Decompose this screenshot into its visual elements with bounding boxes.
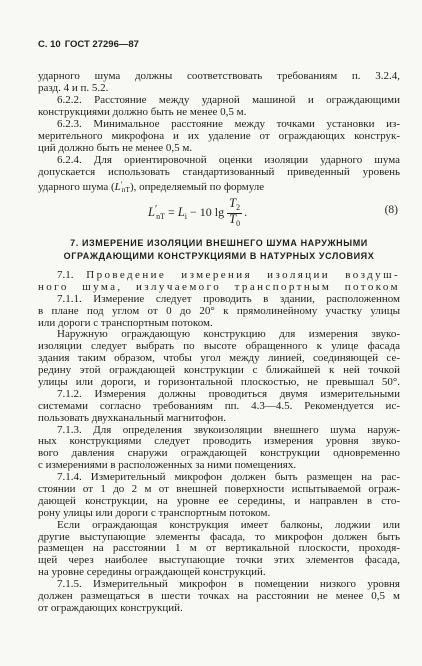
text-line: здания таким образом, чтобы угол между линией, соединяющей се- <box>38 353 400 365</box>
text-line: пользовать двухканальный магнитофон. <box>38 412 226 424</box>
section-7-text <box>38 270 400 615</box>
text-fragment: ), определяемый по формуле <box>130 181 265 193</box>
formula-end-period: . <box>244 205 248 219</box>
paragraph-6-2-3 <box>38 118 400 154</box>
formula-lhs-subscript: nT <box>156 212 166 221</box>
text-line: 7.1.4. Измерительный микрофон должен быть размещен на рас- <box>57 472 400 484</box>
text-line: дающей конструкции, на уровне ее середины, и направлен в сто- <box>38 495 400 507</box>
fraction-denominator <box>227 213 242 229</box>
text-line: на уровне середины ограждающей конструкций. <box>38 567 266 579</box>
paragraph-continuation <box>38 70 400 94</box>
text-line: мерительного микрофона и их удаление от ограждающих конструк- <box>38 130 400 142</box>
text-line <box>38 178 400 194</box>
paragraph-6-2-4 <box>38 154 400 194</box>
text-line: или дороги с транспортным потоком. <box>38 317 213 329</box>
paragraph-7-1-4-balconies <box>38 520 400 579</box>
paragraph-6-2-2 <box>38 94 400 118</box>
text-line: конструкциями должно быть не менее 0,5 м. <box>38 106 247 118</box>
formula-rhs-subscript: i <box>184 212 187 221</box>
text-line <box>38 282 400 294</box>
page-header <box>38 39 139 51</box>
text-line: Если ограждающая конструкция имеет балконы, лоджии или <box>57 519 400 531</box>
text-line: 7.1.2. Измерения должны проводиться двумя измерительными <box>57 388 400 400</box>
text-line: размещен на расстоянии 1 м от вертикальной плоскости, проходя- <box>38 543 400 555</box>
formula-lhs-symbol: L <box>148 205 155 219</box>
text-line: 6.2.4. Для ориентировочной оценки изоляции ударного шума <box>57 154 400 166</box>
text-line: с измерениями в расположенных за ними помещениях. <box>38 460 297 472</box>
paragraph-7-1-3 <box>38 425 400 473</box>
formula-minus: − <box>190 205 197 219</box>
text-line: щей через наиболее выступающие точки этих элементов фасада, <box>38 555 400 567</box>
standard-designation: ГОСТ 27296—87 <box>64 39 139 50</box>
equation-number: (8) <box>384 204 398 216</box>
text-line: 6.2.2. Расстояние между ударной машиной и ограждающими <box>57 94 400 106</box>
formula-lhs-prime: ′ <box>154 204 158 215</box>
numerator-subscript: 2 <box>236 202 241 212</box>
text-line: 6.2.3. Минимальное расстояние между точками установки из- <box>57 118 400 130</box>
denominator-symbol: T <box>229 211 237 226</box>
text-line: ных конструкциями следует проводить измерения уровня звуко- <box>38 436 400 448</box>
paragraph-7-1-1 <box>38 294 400 330</box>
text-line: ций должно быть не менее 0,5 м. <box>38 142 193 154</box>
formula-coefficient: 10 lg <box>199 205 225 219</box>
text-line: 7.1.5. Измерительный микрофон в помещении низкого уровня <box>57 579 400 591</box>
formula <box>148 195 248 228</box>
text-line <box>57 270 400 282</box>
text-line: системами согласно требованиям пп. 4.3—4.5. Рекомендуется ис- <box>38 400 400 412</box>
section-7-heading <box>38 237 400 262</box>
text-line: должен размещаться в шести точках на расстоянии не менее 0,5 м <box>38 591 400 603</box>
formula-fraction <box>227 195 242 229</box>
text-line: в плане под углом от 0 до 20° к прямолинейному участку улицы <box>38 305 400 317</box>
text-line: другие выступающие элементы фасада, то микрофон должен быть <box>38 531 400 543</box>
paragraph-7-1 <box>38 270 400 294</box>
paragraph-7-1-5 <box>38 579 400 615</box>
heading-line: 7. ИЗМЕРЕНИЕ ИЗОЛЯЦИИ ВНЕШНЕГО ШУМА НАРУЖНЫМИ <box>70 238 368 248</box>
text-line: допускается использовать стандартизованный приведенный уровень <box>38 166 400 178</box>
spaced-text: ного шума, излучаемого транспортным потоком <box>38 281 400 293</box>
text-line: стоянии от 1 до 2 м от внешней поверхности испытываемой ограж- <box>38 484 400 496</box>
paragraph-7-1-1-facade <box>38 329 400 388</box>
spaced-text: Проведение измерения изоляции воздуш- <box>86 270 400 281</box>
section-6-text <box>38 70 400 194</box>
symbol-subscript: nT <box>121 185 130 194</box>
denominator-subscript: 0 <box>236 218 241 228</box>
formula-rhs-symbol: L <box>177 205 185 219</box>
text-line: 7.1.3. Для определения звукоизоляции внешнего шума наруж- <box>57 424 400 436</box>
text-line: 7.1.1. Измерение следует проводить в здании, расположенном <box>57 293 400 305</box>
clause-number: 7.1. <box>57 270 74 281</box>
text-line: ударного шума должны соответствовать требованиям п. 3.2.4, <box>38 70 400 82</box>
text-line: от ограждающих конструкций. <box>38 602 183 614</box>
heading-line: ОГРАЖДАЮЩИМИ КОНСТРУКЦИЯМИ В НАТУРНЫХ УСЛОВИЯХ <box>63 250 375 261</box>
text-fragment: ударного шума ( <box>38 181 115 193</box>
text-line: разд. 4 и п. 5.2. <box>38 82 109 94</box>
page-number: С. 10 <box>38 39 61 50</box>
text-line: редину этой ограждающей конструкции с ближайшей к ней точкой <box>38 365 400 377</box>
formula-equals: = <box>168 205 175 219</box>
fraction-numerator <box>227 195 242 213</box>
text-line: рону улицы или дороги с транспортным потоком. <box>38 507 271 519</box>
paragraph-7-1-2 <box>38 389 400 425</box>
numerator-symbol: T <box>229 195 237 210</box>
symbol-l: L <box>114 181 121 193</box>
text-line: улицы или дороги, и горизонтальной плоскостью, не превышал 50°. <box>38 377 400 389</box>
text-line: изоляции следует выбрать по высоте обращенного к улице фасада <box>38 341 400 353</box>
text-line: Наружную ограждающую конструкцию для измерения звуко- <box>57 329 400 341</box>
paragraph-7-1-4 <box>38 472 400 520</box>
text-line: вого давления снаружи ограждающей конструкции одновременно <box>38 448 400 460</box>
symbol-prime: ′ <box>120 179 123 189</box>
